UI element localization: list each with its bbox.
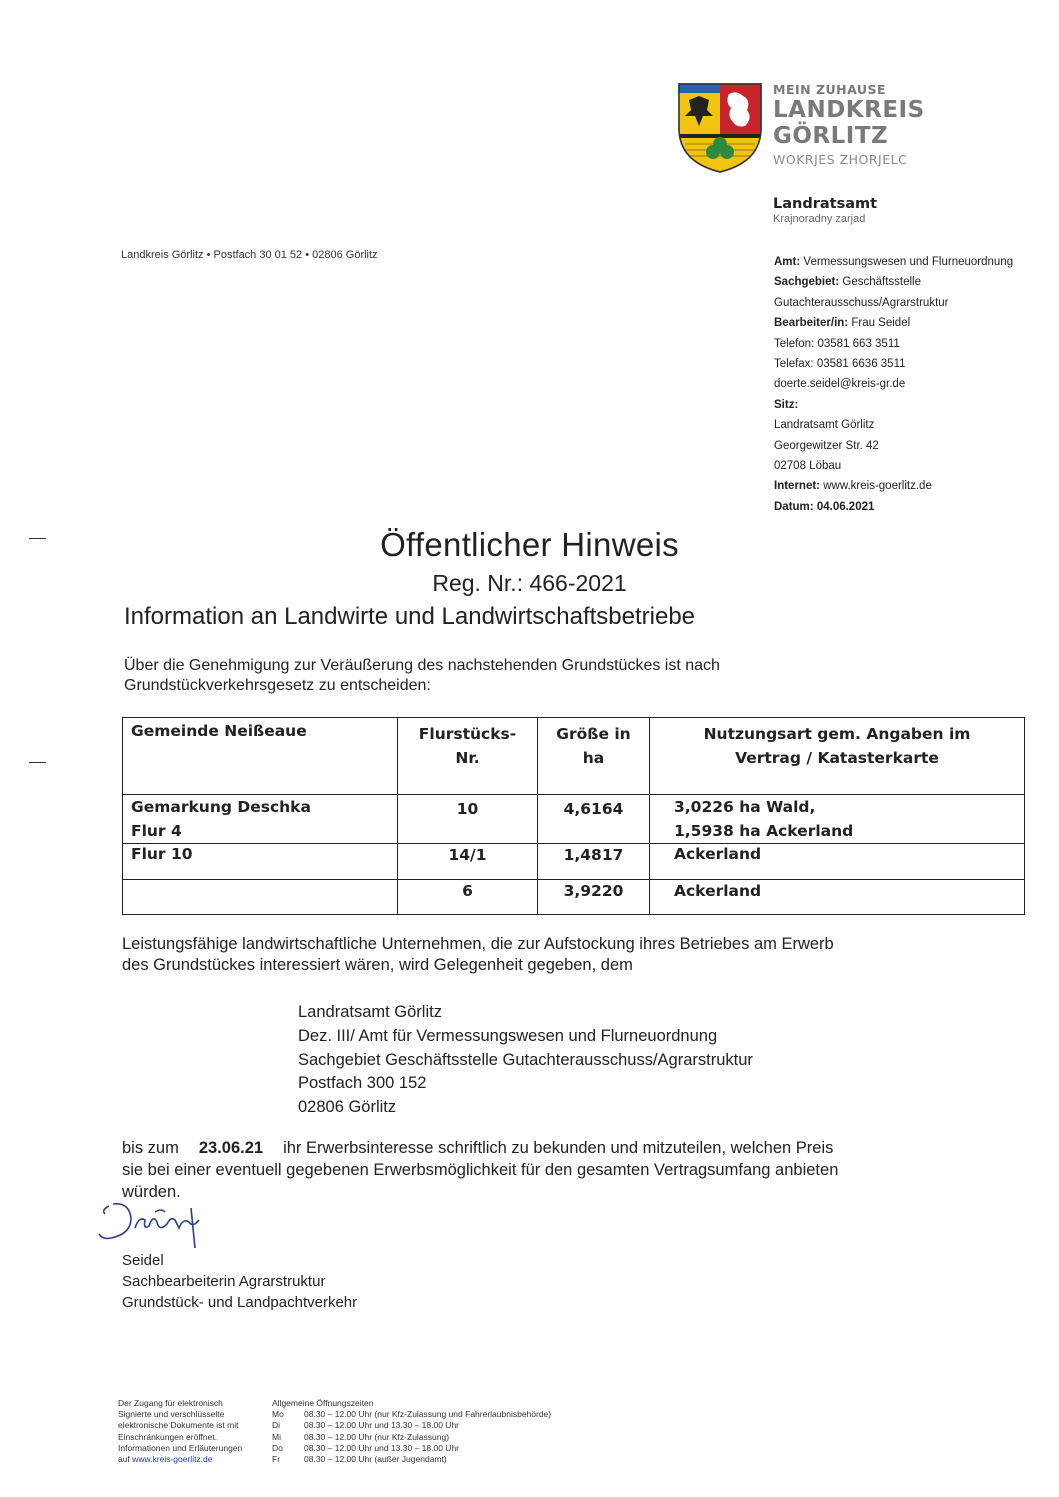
contact-sitz-line3: 02708 Löbau — [774, 460, 842, 473]
deadline-date: 23.06.21 — [198, 1139, 264, 1157]
footer-electronic-access: Der Zugang für elektronisch Signierte und verschlüsselte elektronische Dokumente ist mit Einschränkungen eröffnet. Informationen und Erläuterungen auf www.kreis-goerlitz.de — [118, 1398, 243, 1465]
contact-amt: Amt: Vermessungswesen und Flurneuordnung — [774, 256, 1014, 268]
contact-sitz-line1: Landratsamt Görlitz — [774, 419, 875, 432]
header-groesse: Größe in ha — [538, 718, 650, 795]
contact-sachgebiet-cont: Gutachterausschuss/Agrarstruktur — [774, 296, 949, 309]
fold-mark-middle — [29, 762, 46, 763]
contact-email-link[interactable]: doerte.seidel@kreis-gr.de — [774, 378, 906, 391]
office-subtitle: Krajnoradny zarjad — [773, 213, 866, 225]
header-nutzungsart: Nutzungsart gem. Angaben im Vertrag / Katasterkarte — [650, 718, 1025, 795]
table-row: 6 3,9220 Ackerland — [123, 880, 1025, 915]
notice-subtitle: Information an Landwirte und Landwirtschaftsbetriebe — [124, 603, 696, 630]
land-plot-table — [122, 717, 1025, 915]
footer-opening-hours: Allgemeine Öffnungszeiten Mo 08.30 – 12.00 Uhr (nur Kfz-Zulassung und Fahrerlaubnisbehörde) Di 08.30 – 12.00 Uhr und 13.30 – 18.00 Uhr Mi 08.30 – 12.00 Uhr (nur Kfz-Zulassung) Do 08.30 – 12.00 Uhr und 13.30 – 18.00 Uhr Fr 08.30 – 12.00 Uhr (außer Jugendamt) — [272, 1398, 552, 1465]
brand-name-line1: LANDKREIS — [773, 97, 925, 123]
header-flurstueck: Flurstücks- Nr. — [398, 718, 538, 795]
deadline-paragraph: bis zum 23.06.21 ihr Erwerbsinteresse schriftlich zu bekunden und mitzuteilen, welchen Preis sie bei einer eventuell gegebenen Erwerbsmöglichkeit für den gesamten Vertragsumfang anbieten würden. — [122, 1139, 839, 1201]
contact-block — [774, 252, 1013, 517]
coat-of-arms-logo — [677, 82, 763, 174]
brand-name-line2: GÖRLITZ — [773, 123, 889, 149]
signer-name: Seidel — [122, 1252, 164, 1269]
table-row: Flur 10 14/1 1,4817 Ackerland — [123, 844, 1025, 880]
contact-datum: Datum: 04.06.2021 — [774, 500, 875, 513]
contact-bearbeiter: Bearbeiter/in: Frau Seidel — [774, 317, 911, 330]
body-paragraph: Leistungsfähige landwirtschaftliche Unternehmen, die zur Aufstockung ihres Betriebes am Erwerb des Grundstückes interessiert wären, wird Gelegenheit gegeben, dem — [122, 935, 834, 974]
table-row: Gemarkung Deschka Flur 4 10 4,6164 3,0226 ha Wald, 1,5938 ha Ackerland — [123, 795, 1025, 844]
office-title: Landratsamt — [773, 196, 878, 212]
internet-link[interactable]: www.kreis-goerlitz.de — [823, 480, 932, 493]
footer-website-link[interactable]: www.kreis-goerlitz.de — [132, 1454, 213, 1465]
contact-sitz-label: Sitz: — [774, 398, 799, 411]
registration-number: Reg. Nr.: 466-2021 — [432, 570, 627, 596]
brand-tagline: MEIN ZUHAUSE — [773, 82, 887, 97]
header-gemeinde: Gemeinde Neißeaue — [123, 718, 398, 795]
contact-telefon: Telefon: 03581 663 3511 — [774, 337, 900, 350]
brand-sorbian-name: WOKRJES ZHORJELC — [773, 152, 908, 167]
brand-wordmark — [773, 82, 925, 167]
notice-title: Öffentlicher Hinweis — [380, 526, 679, 563]
contact-internet: Internet: www.kreis-goerlitz.de — [774, 480, 932, 493]
intro-text: Über die Genehmigung zur Veräußerung des nachstehenden Grundstückes ist nach Grundstückverkehrsgesetz zu entscheiden: — [124, 657, 720, 694]
signer-role: Sachbearbeiterin Agrarstruktur — [122, 1273, 326, 1290]
signer-block — [122, 1250, 357, 1313]
signer-department: Grundstück- und Landpachtverkehr — [122, 1294, 358, 1311]
contact-sachgebiet: Sachgebiet: Geschäftsstelle — [774, 276, 922, 289]
sender-address-line: Landkreis Görlitz • Postfach 30 01 52 • 02806 Görlitz — [121, 249, 378, 261]
office-block — [773, 196, 877, 225]
contact-telefax: Telefax: 03581 6636 3511 — [774, 358, 906, 371]
recipient-address: Landratsamt Görlitz Dez. III/ Amt für Vermessungswesen und Flurneuordnung Sachgebiet Geschäftsstelle Gutachterausschuss/Agrarstruktur Postfach 300 152 02806 Görlitz — [298, 1003, 753, 1117]
handwritten-signature — [95, 1198, 230, 1254]
contact-sitz-line2: Georgewitzer Str. 42 — [774, 439, 879, 452]
opening-hours-title: Allgemeine Öffnungszeiten — [272, 1398, 374, 1408]
table-header-row — [123, 718, 1025, 795]
